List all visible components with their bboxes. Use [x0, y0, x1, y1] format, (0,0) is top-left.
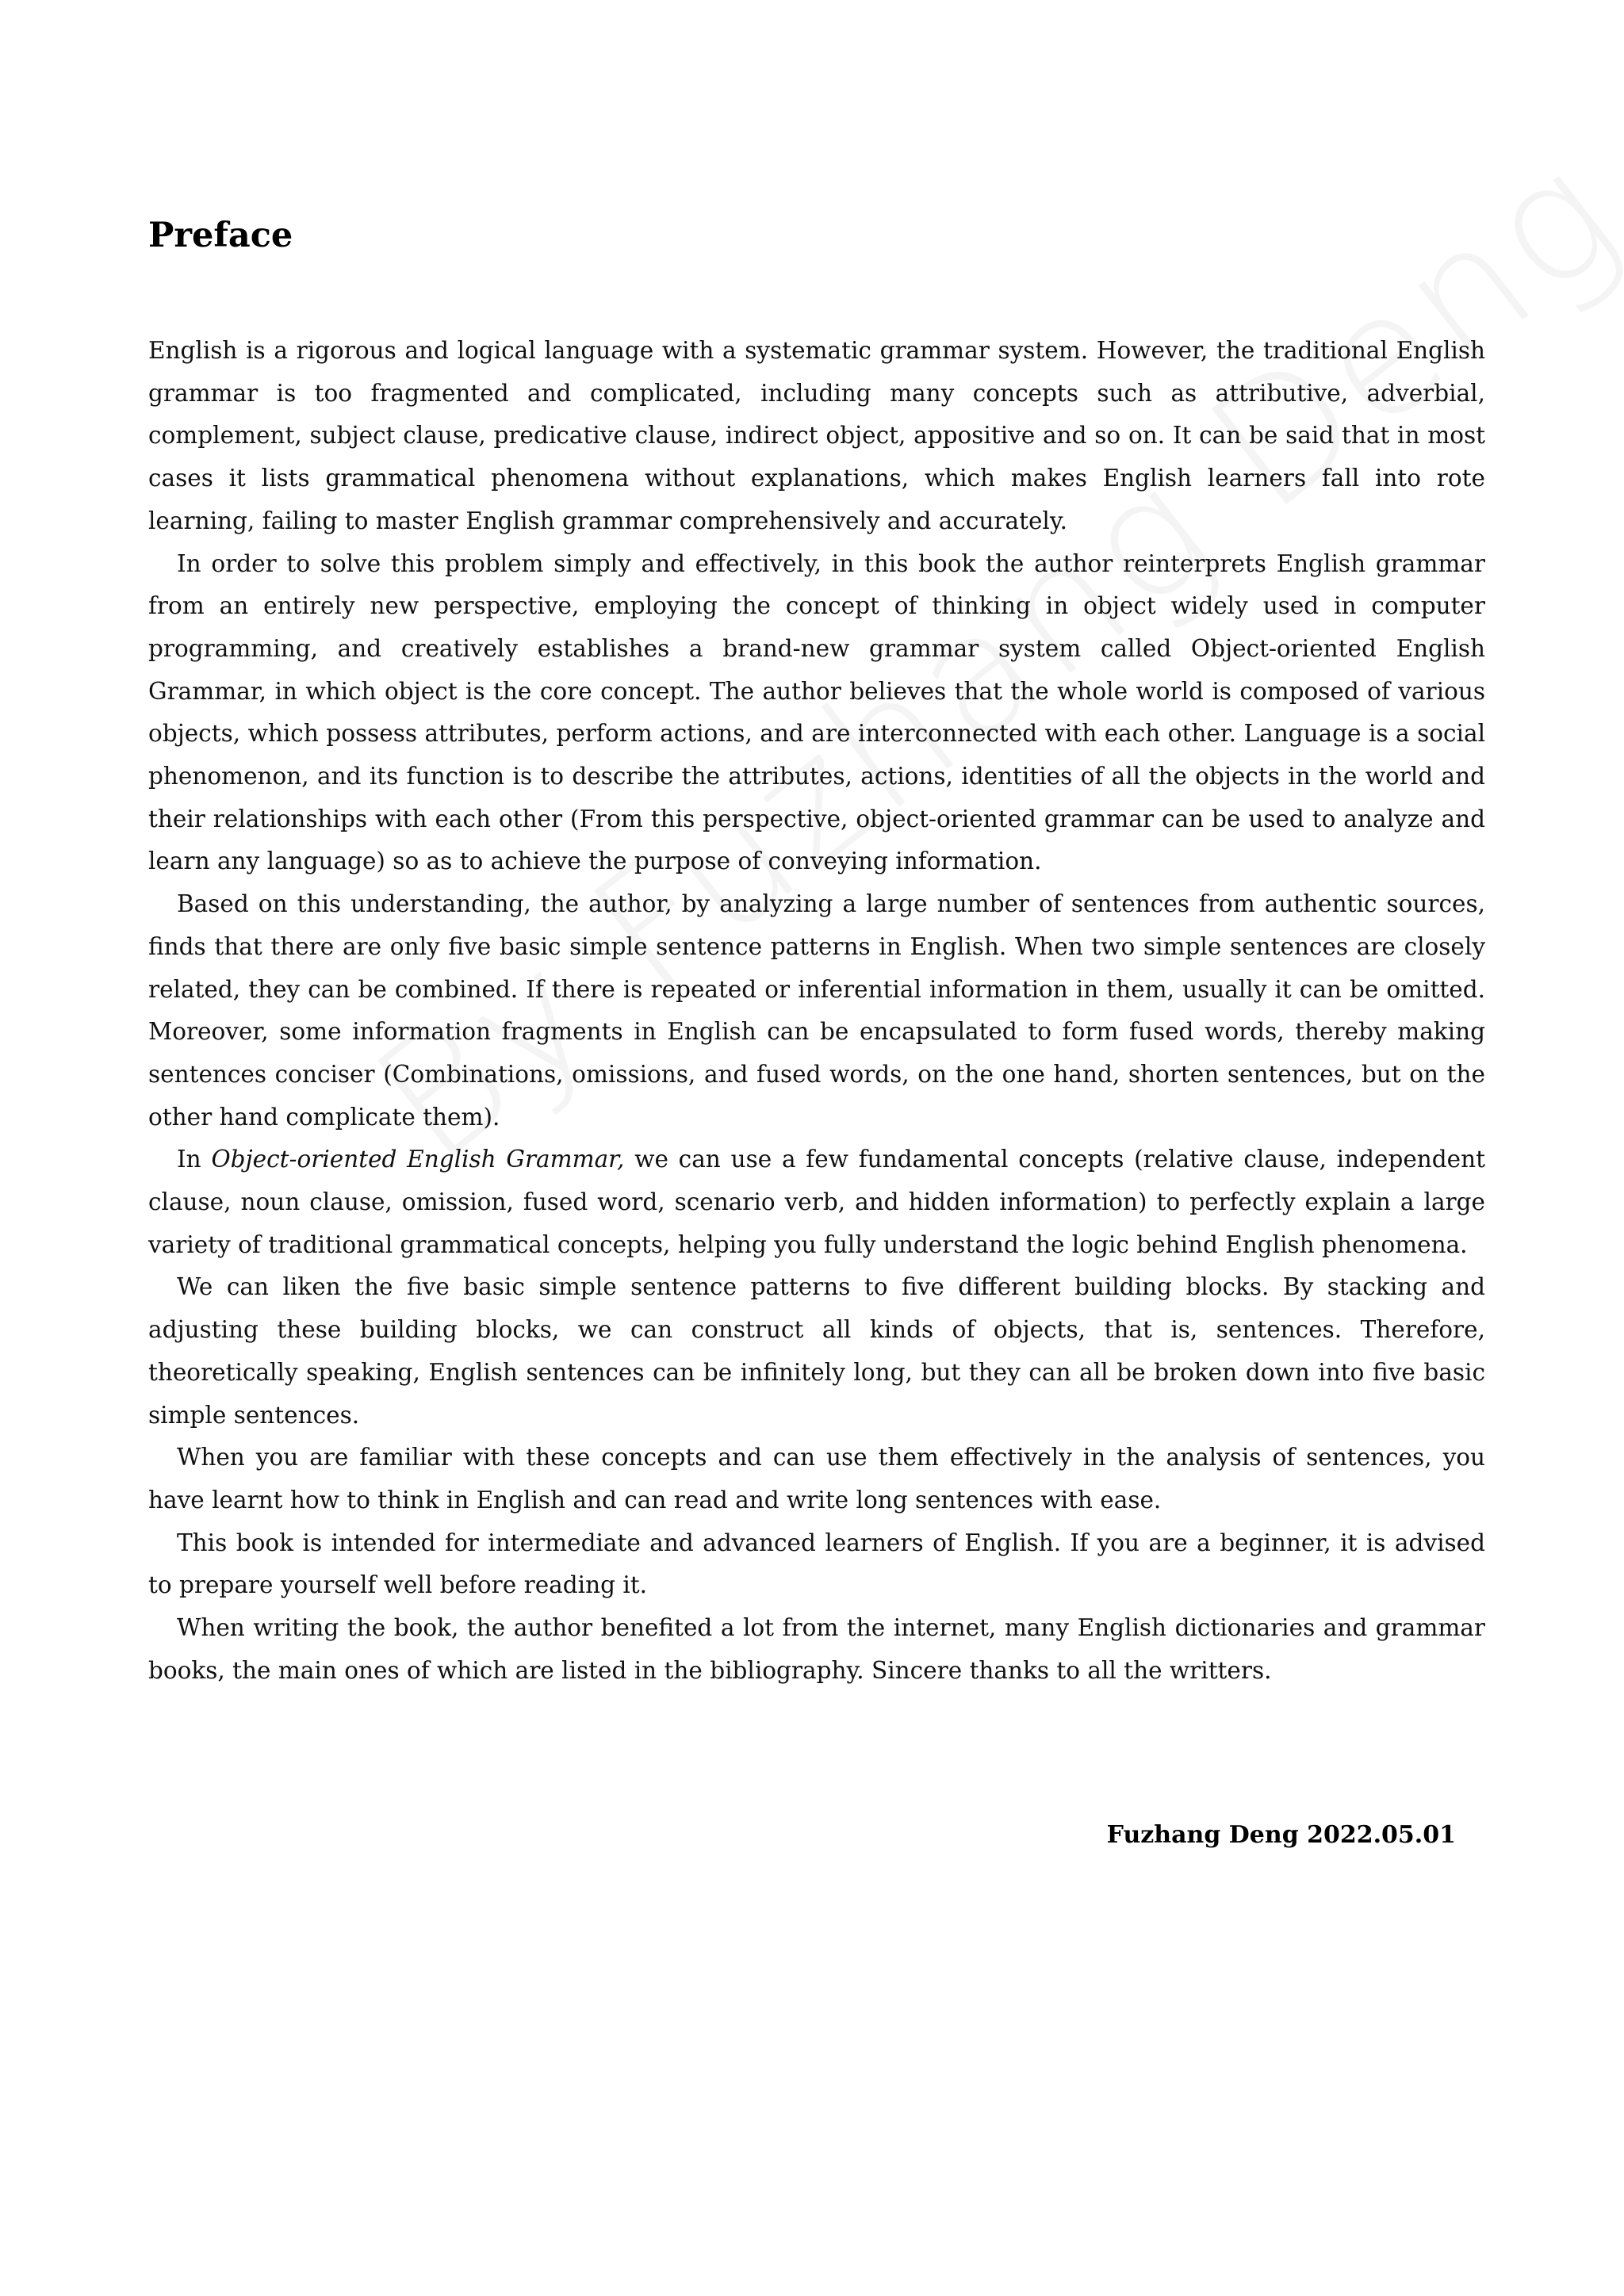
preface-body: [148, 330, 1485, 1693]
paragraph-4-prefix: In: [177, 1146, 212, 1173]
paragraph-6: When you are familiar with these concepts and can use them effectively in the analysis of sentences, you have learnt how to think in English and can read and write long sentences with ease.: [148, 1444, 1485, 1513]
paragraph-2: In order to solve this problem simply and effectively, in this book the author reinterprets English grammar from an entirely new perspective, employing the concept of thinking in object widely used in computer programming, and creatively establishes a brand-new grammar system called Object-oriented English Grammar, in which object is the core concept. The author believes that the whole world is composed of various objects, which possess attributes, perform actions, and are interconnected with each other. Language is a social phenomenon, and its function is to describe the attributes, actions, identities of all the objects in the world and their relationships with each other (From this perspective, object-oriented grammar can be used to analyze and learn any language) so as to achieve the purpose of conveying information.: [148, 549, 1485, 875]
paragraph-4-suffix: we can use a few fundamental concepts (relative clause, independent clause, noun clause, omission, fused word, scenario verb, and hidden information) to perfectly explain a large variety of traditional grammatical concepts, helping you fully understand the logic behind English phenomena.: [148, 1146, 1485, 1258]
paragraph-1: English is a rigorous and logical language with a systematic grammar system. However, the traditional English grammar is too fragmented and complicated, including many concepts such as attributive, adverbial, complement, subject clause, predicative clause, indirect object, appositive and so on. It can be said that in most cases it lists grammatical phenomena without explanations, which makes English learners fall into rote learning, failing to master English grammar comprehensively and accurately.: [148, 337, 1485, 534]
book-title-italic: Object-oriented English Grammar,: [211, 1146, 625, 1173]
paragraph-8: When writing the book, the author benefited a lot from the internet, many English dictionaries and grammar books, the main ones of which are listed in the bibliography. Sincere thanks to all the writters.: [148, 1614, 1485, 1684]
author-signature: Fuzhang Deng 2022.05.01: [1106, 1821, 1456, 1849]
paragraph-5: We can liken the five basic simple sentence patterns to five different building blocks. By stacking and adjusting these building blocks, we can construct all kinds of objects, that is, sentences. Therefore, theoretically speaking, English sentences can be infinitely long, but they can all be broken down into five basic simple sentences.: [148, 1273, 1485, 1429]
paragraph-3: Based on this understanding, the author, by analyzing a large number of sentences from authentic sources, finds that there are only five basic simple sentence patterns in English. When two simple sentences are closely related, they can be combined. If there is repeated or inferential information in them, usually it can be omitted. Moreover, some information fragments in English can be encapsulated to form fused words, thereby making sentences conciser (Combinations, omissions, and fused words, on the one hand, shorten sentences, but on the other hand complicate them).: [148, 890, 1485, 1131]
page-title: Preface: [148, 216, 293, 255]
paragraph-7: This book is intended for intermediate and advanced learners of English. If you are a beginner, it is advised to prepare yourself well before reading it.: [148, 1529, 1485, 1599]
paragraph-4: [148, 1138, 1485, 1266]
